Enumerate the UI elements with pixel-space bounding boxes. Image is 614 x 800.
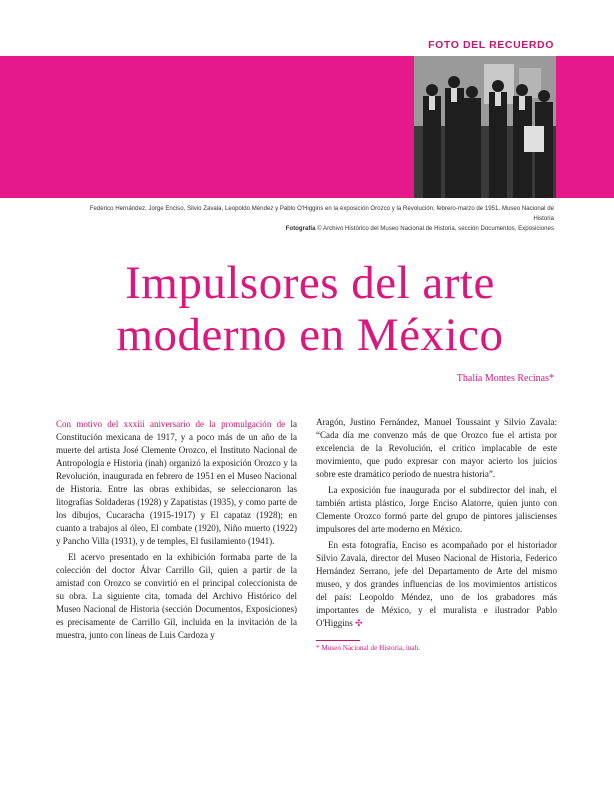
archival-photo (414, 56, 556, 198)
caption-line: Federico Hernández, Jorge Enciso, Silvio Zavala, Leopoldo Méndez y Pablo O'Higgins en la exposición Orozco y la Revolución, febrero-marzo de 1951. Museo Nacional de Historia (89, 205, 554, 222)
author-byline: Thalía Montes Recinas* (456, 373, 554, 384)
photo-caption (74, 204, 554, 234)
title-line-1: Impulsores del arte (125, 257, 495, 309)
article-title (60, 257, 560, 361)
end-mark-icon: ✣ (355, 618, 363, 628)
left-paragraph-1-text: la Constitución mexicana de 1917, y a poco más de un año de la muerte del artista José Clemente Orozco, el Instituto Nacional de Antropología e Historia (inah) organizó la exposición Orozco y la Revolución, inaugurada en febrero de 1951 en el Museo Nacional de Historia. Entre las obras exhibidas, se seleccionaron las litografías Soldaderas (1928) y Zapatistas (1935), y como parte de los dibujos, Cucaracha (1915-1917) y El capataz (1928); en cuanto a trabajos al óleo, El combate (1920), Niño muerto (1922) y Pancho Villa (1931), y de temples, El fusilamiento (1941). (56, 419, 297, 546)
left-paragraph-1 (56, 418, 297, 548)
section-label: FOTO DEL RECUERDO (428, 39, 554, 51)
right-paragraph-3-text: En esta fotografía, Enciso es acompañado por el historiador Silvio Zavala, director del Museo Nacional de Historia, Federico Hernández Serrano, jefe del Departamento de Arte del mismo museo, y dos grandes influencias de los movimientos artísticos del país: Leopoldo Méndez, uno de los grabadores más importantes de México, y el muralista e ilustrador Pablo O'Higgins (316, 540, 557, 628)
footnote: * Museo Nacional de Historia, inah. (316, 644, 420, 652)
left-column (56, 418, 297, 642)
caption-credit (74, 224, 554, 234)
title-line-2: moderno en México (116, 309, 504, 361)
left-paragraph-2: El acervo presentado en la exhibición formaba parte de la colección del doctor Álvar Carrillo Gil, quien a partir de la amistad con Orozco se convirtió en el principal coleccionista de su obra. La siguiente cita, tomada del Archivo Histórico del Museo Nacional de Historia (sección Documentos, Exposiciones) es precisamente de Carrillo Gil, incluida en la invitación de la muestra, junto con líneas de Luis Cardoza y (56, 552, 297, 640)
photo-illustration (414, 56, 556, 198)
right-column (316, 416, 557, 630)
footnote-divider (316, 640, 360, 641)
credit-text: © Archivo Histórico del Museo Nacional de Historia, sección Documentos, Exposiciones (315, 225, 554, 232)
lead-in: Con motivo del xxxiii aniversario de la promulgación de (56, 419, 286, 429)
right-paragraph-1: Aragón, Justino Fernández, Manuel Toussaint y Silvio Zavala: “Cada día me convenzo más de que Orozco fue el artista por excelencia de la Revolución, el crítico implacable de este movimiento, que pudo expresar con mayor acierto los juicios sobre este dramático período de nuestra historia”. (316, 417, 557, 479)
right-paragraph-3 (316, 539, 557, 630)
credit-label: Fotografía (285, 225, 316, 232)
right-paragraph-2: La exposición fue inaugurada por el subdirector del inah, el también artista plástico, Jorge Enciso Alatorre, quien junto con Clemente Orozco formó parte del grupo de pintores jaliscienses impulsores del arte moderno en México. (316, 485, 557, 534)
